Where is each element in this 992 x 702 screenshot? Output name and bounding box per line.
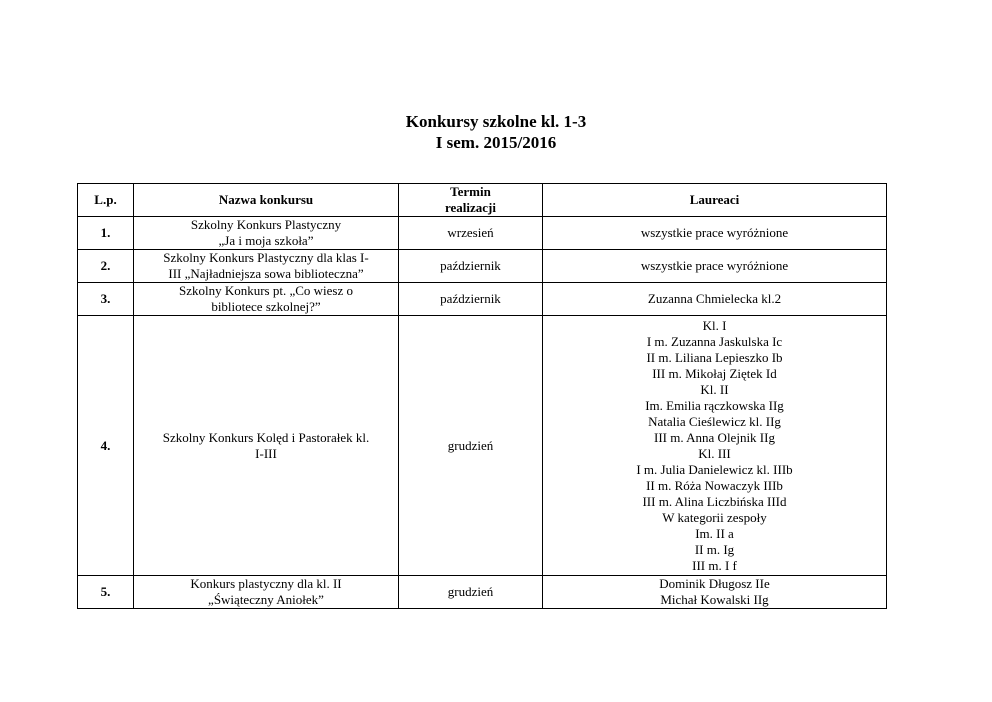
contest-winners [543, 576, 887, 609]
contest-winners [543, 316, 887, 576]
row-number: 1. [78, 217, 134, 250]
winner-entry: Kl. III [698, 445, 731, 461]
contest-name [134, 576, 399, 609]
header-term-line-1: Termin [450, 184, 491, 199]
header-name: Nazwa konkursu [134, 184, 399, 217]
table-row [78, 316, 887, 576]
winner-entry: III m. I f [692, 557, 737, 573]
winner-entry: II m. Ig [694, 541, 735, 557]
header-winners: Laureaci [543, 184, 887, 217]
contest-name-line: Szkolny Konkurs Plastyczny dla klas I- [163, 250, 369, 265]
winner-entry: Natalia Cieślewicz kl. IIg [648, 413, 781, 429]
table-header-row [78, 184, 887, 217]
winner-entry: II m. Liliana Lepieszko Ib [646, 349, 783, 365]
contest-name-line: III „Najładniejsza sowa biblioteczna” [168, 266, 364, 281]
winner-entry: I m. Zuzanna Jaskulska Ic [646, 333, 783, 349]
winner-entry: wszystkie prace wyróżnione [640, 225, 789, 240]
table-row [78, 250, 887, 283]
winner-entry: Zuzanna Chmielecka kl.2 [647, 291, 782, 306]
winner-entry: Kl. I [702, 317, 727, 333]
contest-name [134, 283, 399, 316]
contest-term: październik [399, 283, 543, 316]
contest-winners [543, 250, 887, 283]
table-row [78, 576, 887, 609]
header-term [399, 184, 543, 217]
contest-winners [543, 217, 887, 250]
table-row [78, 283, 887, 316]
header-lp: L.p. [78, 184, 134, 217]
contest-term: grudzień [399, 576, 543, 609]
winner-entry: II m. Róża Nowaczyk IIIb [646, 477, 783, 493]
row-number: 2. [78, 250, 134, 283]
contest-term: grudzień [399, 316, 543, 576]
contests-table [77, 183, 887, 609]
winner-entry: wszystkie prace wyróżnione [640, 258, 789, 273]
header-term-line-2: realizacji [444, 200, 496, 215]
contest-term: październik [399, 250, 543, 283]
contest-name [134, 316, 399, 576]
contest-name-line: bibliotece szkolnej?” [211, 299, 321, 314]
row-number: 4. [78, 316, 134, 576]
contest-name-line: Szkolny Konkurs Plastyczny [190, 217, 342, 232]
table-row [78, 217, 887, 250]
contest-name-line: Szkolny Konkurs Kolęd i Pastorałek kl. [162, 429, 370, 445]
contest-winners [543, 283, 887, 316]
winner-entry: Michał Kowalski IIg [660, 592, 769, 607]
page-title [0, 111, 992, 153]
contest-name [134, 250, 399, 283]
row-number: 3. [78, 283, 134, 316]
winner-entry: III m. Alina Liczbińska IIId [642, 493, 787, 509]
winner-entry: III m. Anna Olejnik IIg [654, 429, 775, 445]
winner-entry: Kl. II [700, 381, 729, 397]
winner-entry: I m. Julia Danielewicz kl. IIIb [636, 461, 793, 477]
contest-name-line: Szkolny Konkurs pt. „Co wiesz o [178, 283, 354, 298]
winner-entry: Im. II a [695, 525, 734, 541]
contest-name-line: I-III [255, 445, 277, 461]
contest-term: wrzesień [399, 217, 543, 250]
winner-entry: Dominik Długosz IIe [659, 576, 770, 591]
winner-entry: W kategorii zespoły [662, 509, 767, 525]
row-number: 5. [78, 576, 134, 609]
title-line-2: I sem. 2015/2016 [435, 133, 557, 152]
contest-name-line: „Świąteczny Aniołek” [208, 592, 324, 607]
contest-name [134, 217, 399, 250]
contest-name-line: „Ja i moja szkoła” [218, 233, 314, 248]
title-line-1: Konkursy szkolne kl. 1-3 [405, 112, 587, 131]
winner-entry: Im. Emilia rączkowska IIg [645, 397, 784, 413]
contest-name-line: Konkurs plastyczny dla kl. II [190, 576, 342, 591]
winner-entry: III m. Mikołaj Ziętek Id [652, 365, 777, 381]
